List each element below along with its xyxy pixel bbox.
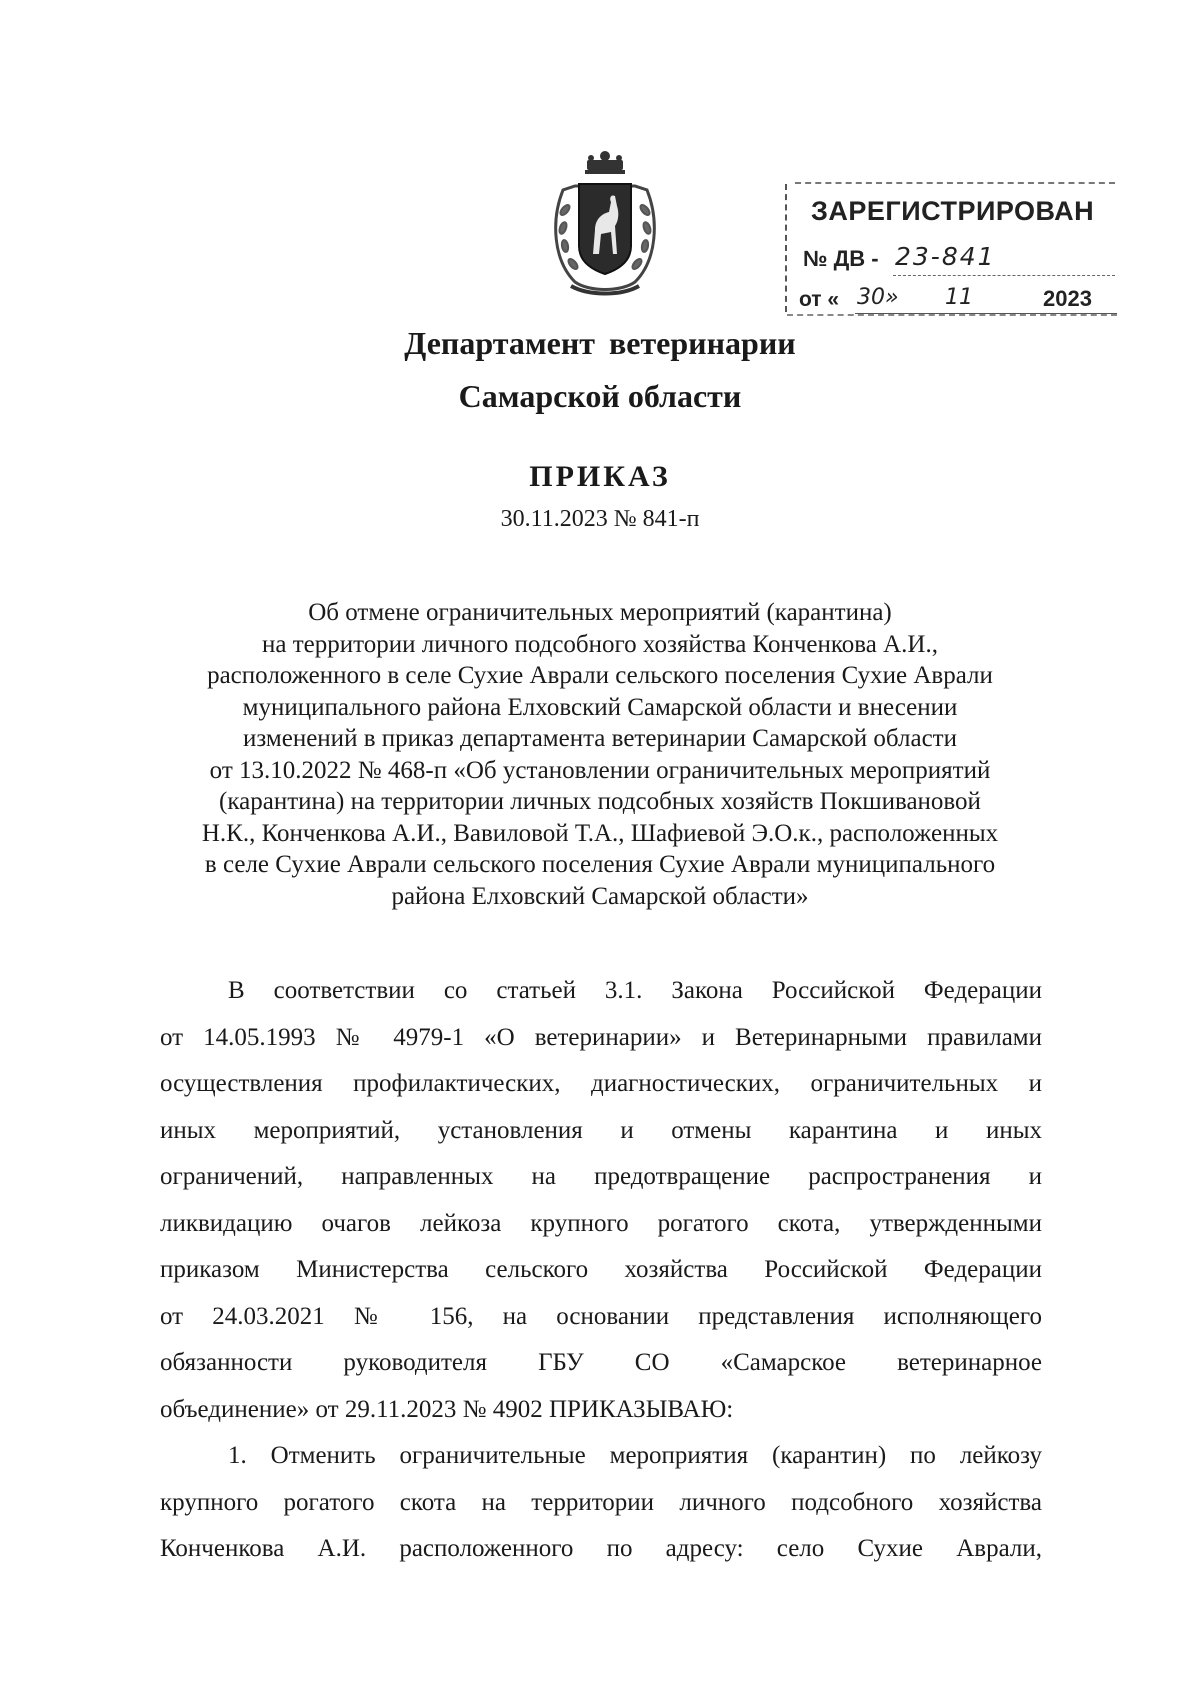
department-name: Департамент ветеринарии [404,325,796,361]
body-line: ликвидацию очагов лейкоза крупного рогатого скота, утвержденными [160,1209,1042,1237]
stamp-number-value: 23-841 [895,242,996,271]
body-line: осуществления профилактических, диагностических, ограничительных и [160,1070,1042,1097]
body-line: от 14.05.1993 № 4979-1 «О ветеринарии» и Ветеринарными правилами [160,1023,1042,1051]
document-number: 30.11.2023 № 841-п [500,506,700,532]
document-type: ПРИКАЗ [529,460,671,493]
subject-line: расположенного в селе Сухие Аврали сельского поселения Сухие Аврали [207,662,993,689]
subject-line: на территории личного подсобного хозяйства Конченкова А.И., [262,630,938,658]
subject-line: от 13.10.2022 № 468-п «Об установлении ограничительных мероприятий [209,756,991,784]
stamp-border-top [795,182,1115,184]
stamp-date-year: 2023 [1043,286,1092,311]
body-line: обязанности руководителя ГБУ СО «Самарское ветеринарное [160,1349,1042,1376]
body-line: Конченкова А.И. расположенного по адресу: село Сухие Аврали, [160,1535,1042,1562]
body-line: ограничений, направленных на предотвращение распространения и [160,1163,1042,1190]
subject-line: района Елховский Самарской области» [391,882,809,910]
stamp-border-bottom [787,314,1117,316]
subject-line: муниципального района Елховский Самарской области и внесении [242,693,958,721]
subject-line: Н.К., Конченкова А.И., Вавиловой Т.А., Шафиевой Э.О.к., расположенных [201,819,999,847]
subject-line: в селе Сухие Аврали сельского поселения Сухие Аврали муниципального [204,851,996,878]
body-line: крупного рогатого скота на территории личного подсобного хозяйства [160,1488,1042,1516]
subject-line: изменений в приказ департамента ветеринарии Самарской области [243,725,957,752]
document-body [160,968,1042,1573]
stamp-title: ЗАРЕГИСТРИРОВАН [811,196,1095,226]
stamp-border-left [785,184,787,312]
coat-of-arms-icon [545,150,665,298]
stamp-date-month: 11 [945,285,973,310]
body-line: приказом Министерства сельского хозяйства Российской Федерации [160,1256,1042,1283]
subject-line: Об отмене ограничительных мероприятий (карантина) [308,599,892,626]
stamp-number-underline [893,275,1115,276]
stamp-date-underline [855,313,1117,314]
stamp-date-day: 30» [857,285,899,310]
body-line: В соответствии со статьей 3.1. Закона Российской Федерации [228,977,1042,1004]
body-line: иных мероприятий, установления и отмены карантина и иных [160,1116,1042,1144]
document-subject [150,597,1050,912]
stamp-date-label: от « [799,288,840,311]
body-line: от 24.03.2021 № 156, на основании представления исполняющего [160,1302,1042,1330]
body-line: 1. Отменить ограничительные мероприятия (карантин) по лейкозу [228,1442,1042,1469]
body-line: объединение» от 29.11.2023 № 4902 ПРИКАЗЫВАЮ: [160,1395,734,1423]
department-region: Самарской области [458,378,742,414]
subject-line: (карантина) на территории личных подсобных хозяйств Покшивановой [219,788,981,815]
stamp-number-label: № ДВ - [803,246,879,271]
registration-stamp [785,178,1130,323]
